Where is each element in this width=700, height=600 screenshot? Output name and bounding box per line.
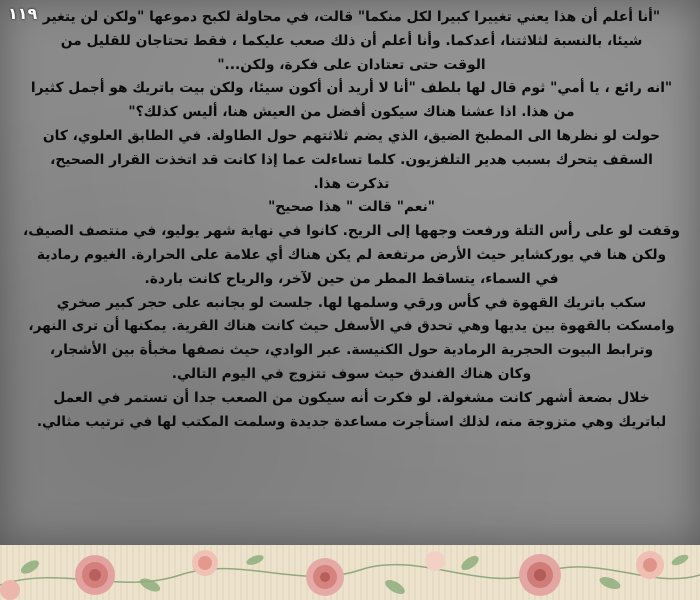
text-line: وكان هناك الفندق حيث سوف تتزوج في اليوم التالي. [171,365,532,382]
floral-border [0,545,700,600]
text-line: وامسكت بالقهوة بين يديها وهي تحدق في الأسفل حيث كانت هناك القرية. يمكنها أن ترى النهر، [28,318,675,335]
text-line: تذكرت هذا. [313,175,390,192]
text-line: من هذا. اذا عشنا هناك سيكون أفضل من العيش هنا، أليس كذلك؟" [128,104,575,121]
text-line: في السماء، يتساقط المطر من حين لآخر، والرياح كانت باردة. [144,270,559,287]
story-text [10,6,693,434]
text-line: لباتريك وهي متزوجة منه، لذلك استأجرت مساعدة جديدة وسلمت المكتب لها في ترتيب مثالي. [36,413,667,430]
text-line: "أنا أعلم أن هذا يعني تغييرا كبيرا لكل منكما" قالت، في محاولة لكبح دموعها "ولكن لن يتغير [42,9,661,25]
text-line: "نعم" قالت " هذا صحيح" [268,199,435,216]
text-line: سكب باتريك القهوة في كأس ورقي وسلمها لها. جلست لو بجانبه على حجر كبير صخري [56,294,647,311]
page-number: ١١٩ [8,4,38,23]
text-line: الوقت حتى تعتادان على فكرة، ولكن..." [217,56,486,73]
text-line: السقف يتحرك بسبب هدير التلفزيون. كلما تساءلت عما إذا كانت قد اتخذت القرار الصحيح، [50,151,653,168]
text-line: شيئا، بالنسبة لثلاثتنا، أعدكما. وأنا أعلم أن ذلك صعب عليكما ، فقط تحتاجان للقليل من [60,32,643,49]
floral-pattern [0,545,700,600]
text-line: وترابط البيوت الحجرية الرمادية حول الكنيسة. عبر الوادي، حيث نصفها مخبأة بين الأشجار، [49,342,654,359]
text-line: "انه رائع ، يا أمي" ثوم قال لها بلطف "أنا لا أريد أن أكون سيئا، ولكن بيت باتريك هو أجمل كثيرا [30,80,673,97]
text-line: حولت لو نظرها الى المطبخ الضيق، الذي يضم ثلاثتهم حول الطاولة. في الطابق العلوي، كان [42,127,661,144]
text-line: ولكن هنا في يوركشاير حيث الأرض مرتفعة لم يكن هناك أي علامة على الحرارة. الغيوم رمادية [36,246,667,263]
text-line: خلال بضعة أشهر كانت مشغولة. لو فكرت أنه سيكون من الصعب جدا أن تستمر في العمل [53,389,650,406]
text-line: وقفت لو على رأس التلة ورفعت وجهها إلى الريح. كانوا في نهاية شهر يوليو، في منتصف الصيف، [23,223,680,240]
